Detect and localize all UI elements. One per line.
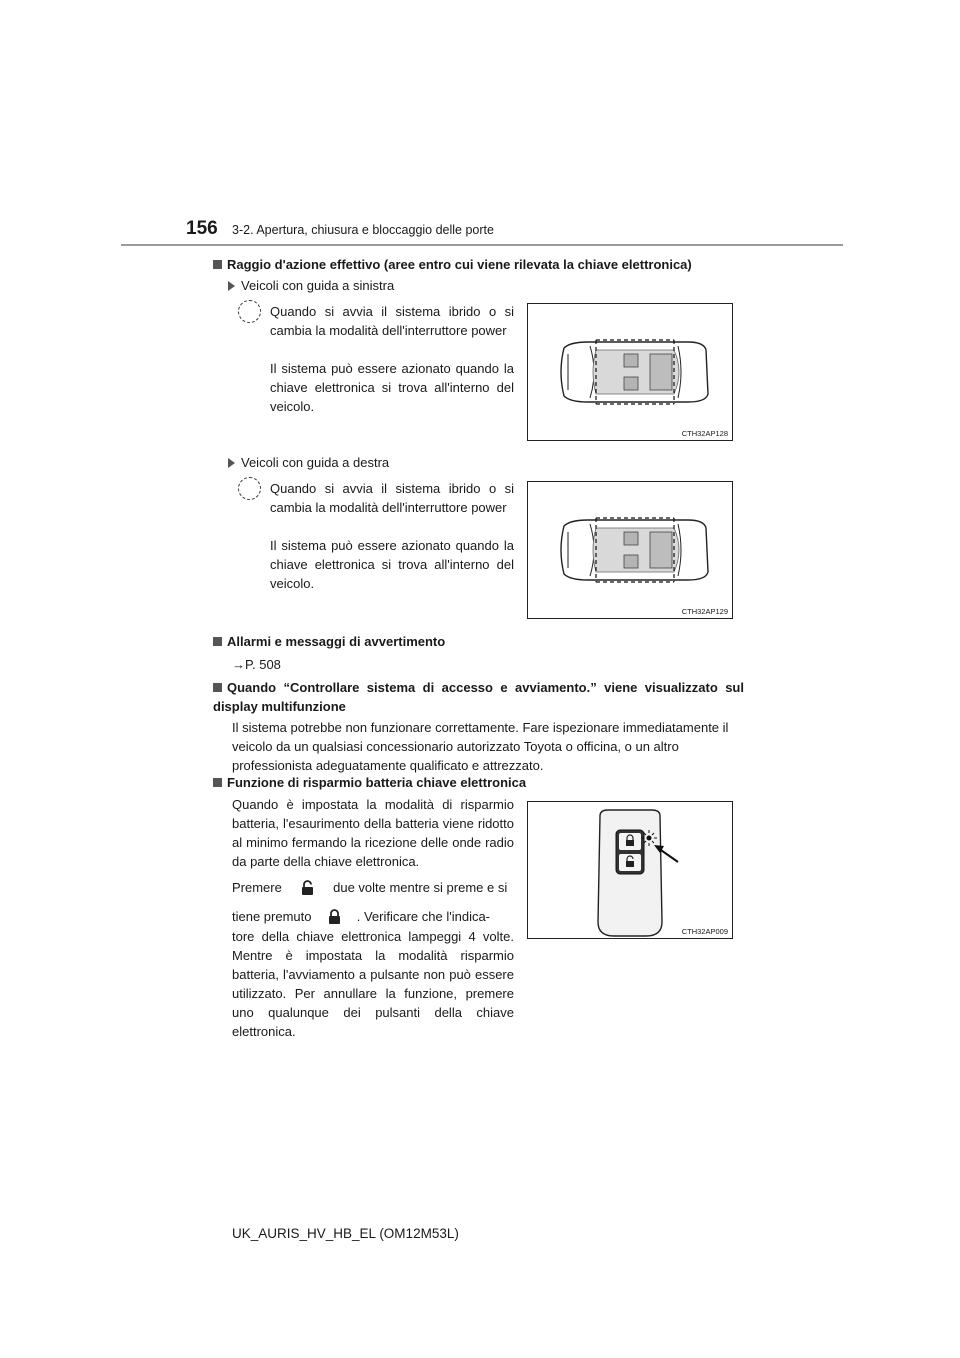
lhd-text-2: Il sistema può essere azionato quando la chiave elettronica si trova all'interno del veicolo. [270,361,514,414]
car-top-view-lhd [528,304,732,440]
check-msg-heading: Quando “Controllare sistema di accesso e avviamento.” viene visualizzato sul display multifunzione [213,680,744,714]
battery-para-2: tore della chiave elettronica lampeggi 4 volte. Mentre è impostata la modalità risparmio batteria, l'avviamento a pulsante non può essere utilizzato. Per annullare la funzione, premere uno qualunque dei pulsanti della chiave elettronica. [232,929,514,1039]
alarms-heading: Allarmi e messaggi di avvertimento [213,632,445,651]
header-divider [121,244,843,246]
arrow-bullet-icon [228,458,235,468]
check-msg-body: Il sistema potrebbe non funzionare correttamente. Fare ispezionare immediatamente il veicolo da un qualsiasi concessionario autorizzato Toyota o officina, o un altro professionista adeguatamente qualificato e attrezzato. [232,720,729,773]
battery-para-1: Quando è impostata la modalità di risparmio batteria, l'esaurimento della batteria viene ridotto al minimo fermando la ricezione delle onde radio da parte della chiave elettronica. [232,797,514,869]
bullet-square-icon [213,260,222,269]
bullet-square-icon [213,637,222,646]
arrow-bullet-icon [228,281,235,291]
figure-rhd-car [527,481,733,619]
figure-code: CTH32AP009 [681,927,728,936]
figure-code: CTH32AP128 [681,429,728,438]
page-number: 156 [186,218,218,239]
car-top-view-rhd [528,482,732,618]
bullet-square-icon [213,683,222,692]
section-title: 3-2. Apertura, chiusura e bloccaggio delle porte [232,223,494,237]
lock-icon [328,909,341,924]
battery-instruction-line-1: Premere due volte mentre si preme e si [232,880,508,895]
range-heading: Raggio d'azione effettivo (aree entro cui viene rilevata la chiave elettronica) [213,255,753,274]
electronic-key-drawing [528,802,732,938]
unlock-icon [301,880,314,895]
battery-heading: Funzione di risparmio batteria chiave elettronica [213,773,526,792]
alarms-reference: →P. 508 [232,657,281,672]
figure-electronic-key [527,801,733,939]
bullet-square-icon [213,778,222,787]
lhd-text-1: Quando si avvia il sistema ibrido o si cambia la modalità dell'interruttore power [270,304,514,338]
figure-lhd-car [527,303,733,441]
range-area-icon [238,477,261,500]
rhd-text-1: Quando si avvia il sistema ibrido o si cambia la modalità dell'interruttore power [270,481,514,515]
range-area-icon [238,300,261,323]
rhd-label: Veicoli con guida a destra [228,453,389,472]
lhd-label: Veicoli con guida a sinistra [228,276,394,295]
footer-model-code: UK_AURIS_HV_HB_EL (OM12M53L) [232,1226,459,1241]
figure-code: CTH32AP129 [681,607,728,616]
rhd-text-2: Il sistema può essere azionato quando la chiave elettronica si trova all'interno del veicolo. [270,538,514,591]
battery-instruction-line-2: tiene premuto . Verificare che l'indica- [232,909,491,924]
